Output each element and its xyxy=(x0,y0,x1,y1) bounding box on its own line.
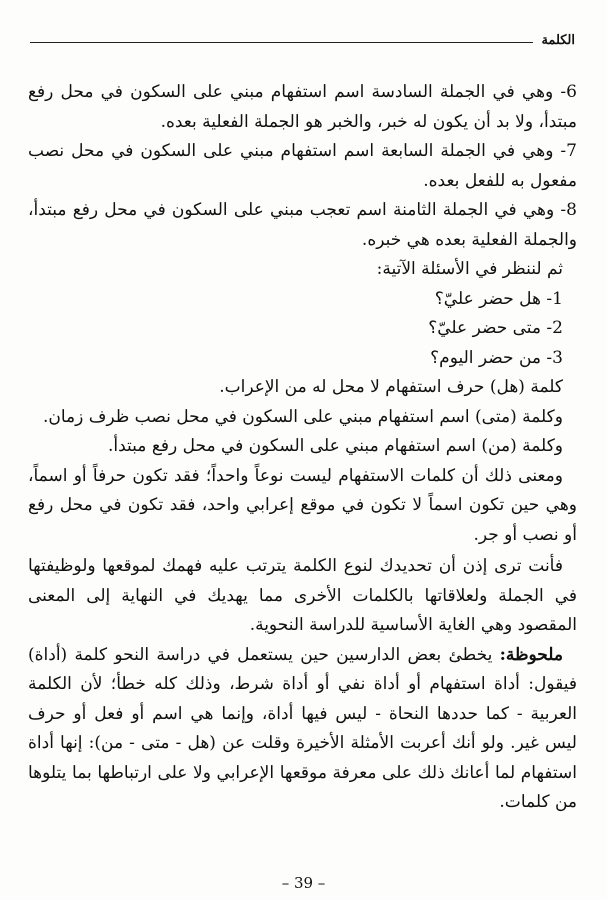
page-body xyxy=(28,78,577,818)
conclusion-paragraph: فأنت ترى إذن أن تحديدك لنوع الكلمة يترتب عليه فهمك لموقعها ولوظيفتها في الجملة ولعلاقاتها بالكلمات الأخرى مما يهديك في النهاية إلى المعنى المقصود وهي الغاية الأساسية للدراسة النحوية. xyxy=(28,556,577,635)
question-text: هل حضر عليّ؟ xyxy=(434,288,542,309)
numbered-item xyxy=(28,196,577,255)
analysis-line: وكلمة (من) اسم استفهام مبني على السكون في محل رفع مبتدأ. xyxy=(108,436,563,456)
item-number: 7- xyxy=(560,141,577,161)
question-number: 1- xyxy=(546,288,563,309)
item-number: 6- xyxy=(560,82,577,102)
item-text: وهي في الجملة الثامنة اسم تعجب مبني على السكون في محل رفع مبتدأ، والجملة الفعلية بعده هي خبره. xyxy=(28,200,577,250)
question-line xyxy=(28,285,577,315)
question-number: 3- xyxy=(546,347,563,368)
note-paragraph xyxy=(28,641,577,818)
note-label: ملحوظة: xyxy=(499,644,563,665)
questions-lead: ثم لننظر في الأسئلة الآتية: xyxy=(376,259,563,279)
item-number: 8- xyxy=(560,200,577,220)
chapter-title: الكلمة xyxy=(541,32,575,48)
meaning-paragraph: ومعنى ذلك أن كلمات الاستفهام ليست نوعاً واحداً؛ فقد تكون حرفاً أو اسماً، وهي حين تكون اسماً لا تكون في موقع إعرابي واحد، فقد تكون في محل رفع أو نصب أو جر. xyxy=(28,465,577,545)
question-text: متى حضر عليّ؟ xyxy=(428,318,542,338)
question-line xyxy=(28,344,577,374)
page-number: – 39 – xyxy=(281,874,326,892)
question-line xyxy=(28,314,577,344)
note-text: يخطئ بعض الدارسين حين يستعمل في دراسة النحو كلمة (أداة) فيقول: أداة استفهام أو أداة نفي أو أداة شرط، وذلك كله خطأ؛ لأن الكلمة العربية - كما حددها النحاة - ليس فيها أداة، وإنما هي اسم أو فعل أو حرف ليس غير. ولو أنك أعربت الأمثلة الأخيرة وقلت عن (هل - متى - من): إنها أداة استفهام لما أعانك ذلك على معرفة موقعها الإعرابي ولا على ارتباطها بما يتلوها من كلمات. xyxy=(28,644,577,812)
item-text: وهي في الجملة السادسة اسم استفهام مبني على السكون في محل رفع مبتدأ، ولا بد أن يكون له خبر، والخبر هو الجملة الفعلية بعده. xyxy=(28,82,577,132)
question-number: 2- xyxy=(546,318,563,338)
analysis-line: وكلمة (متى) اسم استفهام مبني على السكون في محل نصب ظرف زمان. xyxy=(42,406,563,427)
item-text: وهي في الجملة السابعة اسم استفهام مبني على السكون في محل نصب مفعول به للفعل بعده. xyxy=(28,141,577,191)
header-rule xyxy=(30,42,533,43)
numbered-item xyxy=(28,137,577,196)
running-header xyxy=(30,30,575,50)
numbered-item xyxy=(28,78,577,137)
analysis-line: كلمة (هل) حرف استفهام لا محل له من الإعراب. xyxy=(219,377,563,397)
question-text: من حضر اليوم؟ xyxy=(430,347,542,368)
